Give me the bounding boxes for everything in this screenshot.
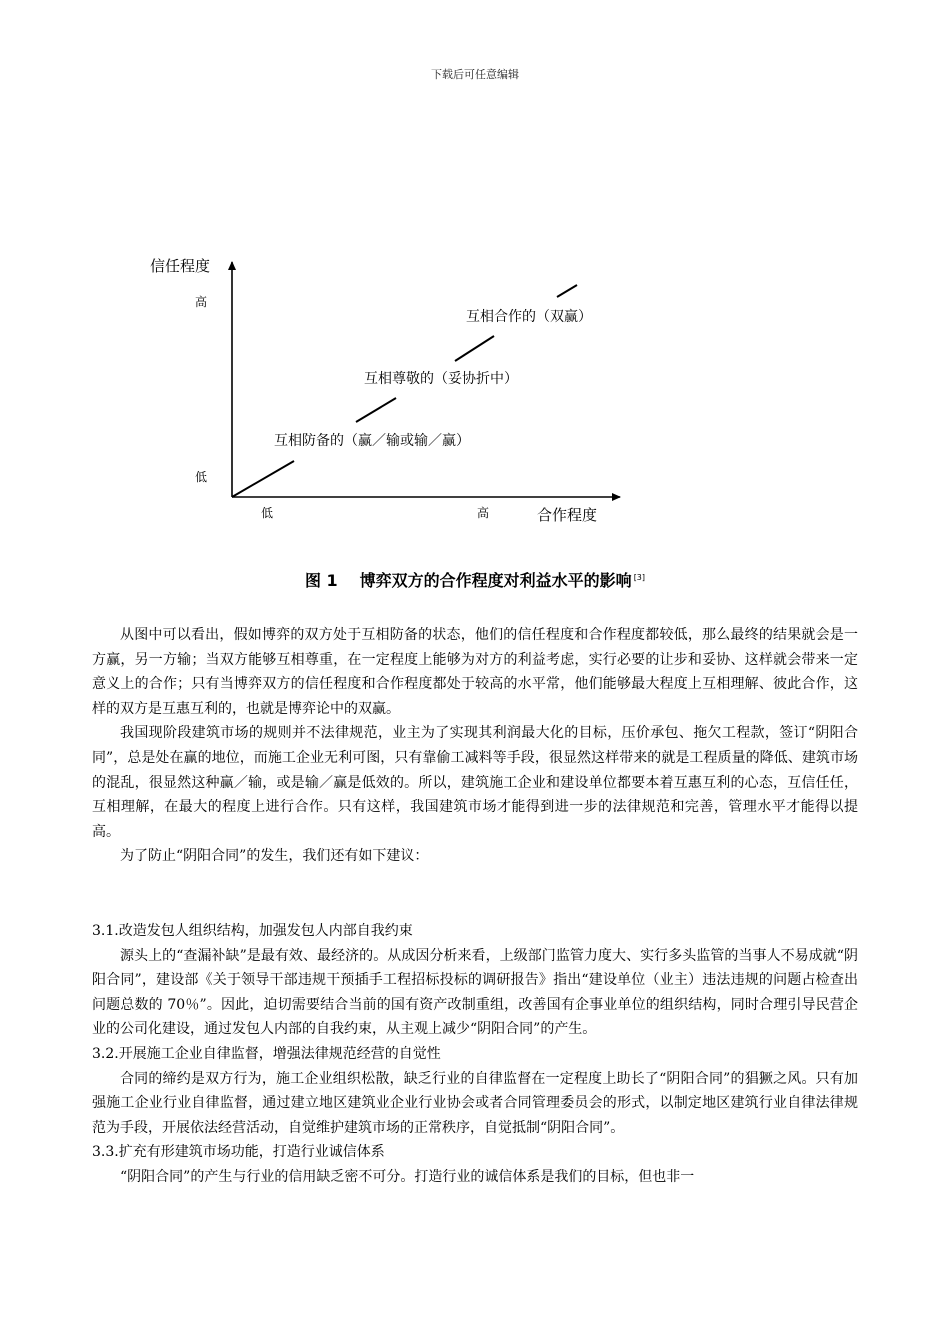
section-text: 合同的缔约是双方行为，施工企业组织松散，缺乏行业的自律监督在一定程度上助长了“阴阳合同”的猖獗之风。只有加强施工企业行业自律监督，通过建立地区建筑业企业行业协会或者合同管理委员会的形式，以制定地区建筑行业自律法律规范为手段，开展依法经营活动，自觉维护建筑市场的正常秩序，自觉抵制“阴阳合同”。 [92,1070,858,1136]
body-paragraphs [92,623,858,869]
figure-caption [0,568,950,591]
section-heading: 3.1.改造发包人组织结构，加强发包人内部自我约束 [92,923,413,939]
y-high-label: 高 [195,295,208,309]
suggestion-sections [92,919,858,1190]
stage-line-3 [455,336,494,361]
paragraph: 我国现阶段建筑市场的规则并不法律规范，业主为了实现其利润最大化的目标，压价承包、拖欠工程款，签订“阴阳合同”，总是处在赢的地位，而施工企业无利可图，只有靠偷工减料等手段，很显然这样带来的就是工程质量的降低、建筑市场的混乱，很显然这种赢／输，或是输／赢是低效的。所以，建筑施工企业和建设单位都要本着互惠互利的心态，互信任任，互相理解，在最大的程度上进行合作。只有这样，我国建筑市场才能得到进一步的法律规范和完善，管理水平才能得以提高。 [92,725,858,840]
paragraph: 为了防止“阴阳合同”的发生，我们还有如下建议： [120,848,429,865]
stage-line-1 [232,461,294,497]
figure-reference: [3] [633,572,646,582]
paragraph: 从图中可以看出，假如博弈的双方处于互相防备的状态，他们的信任程度和合作程度都较低，那么最终的结果就会是一方赢，另一方输；当双方能够互相尊重，在一定程度上能够为对方的利益考虑，实行必要的让步和妥协、这样就会带来一定意义上的合作；只有当博弈双方的信任程度和合作程度都处于较高的水平常，他们能够最大程度上互相理解、彼此合作，这样的双方是互惠互利的，也就是博弈论中的双赢。 [92,627,858,717]
x-low-label: 低 [261,506,274,520]
stage-label-respectful: 互相尊敬的（妥协折中） [364,371,518,387]
stage-label-defensive: 互相防备的（赢／输或输／赢） [274,433,470,449]
figure-number: 图 1 [304,571,338,590]
stage-line-2 [356,398,396,422]
page-header: 下载后可任意编辑 [431,68,519,81]
trust-cooperation-diagram [0,0,950,560]
stage-line-4 [557,285,577,297]
x-high-label: 高 [477,506,490,520]
figure-title: 博弈双方的合作程度对利益水平的影响 [359,571,632,590]
y-axis-label: 信任程度 [150,257,211,275]
stage-label-cooperative: 互相合作的（双赢） [466,309,592,325]
section-heading: 3.3.扩充有形建筑市场功能，打造行业诚信体系 [92,1144,385,1161]
section-text: 源头上的“查漏补缺”是最有效、最经济的。从成因分析来看，上级部门监管力度大、实行多头监管的当事人不易成就“阴阳合同”，建设部《关于领导干部违规干预插手工程招标投标的调研报告》指出“建设单位（业主）违法违规的问题占检查出问题总数的 70％”。因此，迫切需要结合当前的国有资产改制重组，改善国有企事业单位的组织结构，同时合理引导民营企业的公司化建设，通过发包人内部的自我约束，从主观上减少“阴阳合同”的产生。 [92,947,858,1038]
x-axis-label: 合作程度 [537,506,598,524]
section-heading: 3.2.开展施工企业自律监督，增强法律规范经营的自觉性 [92,1045,441,1062]
y-low-label: 低 [195,470,208,484]
section-text: “阴阳合同”的产生与行业的信用缺乏密不可分。打造行业的诚信体系是我们的目标，但也非一 [120,1168,695,1185]
